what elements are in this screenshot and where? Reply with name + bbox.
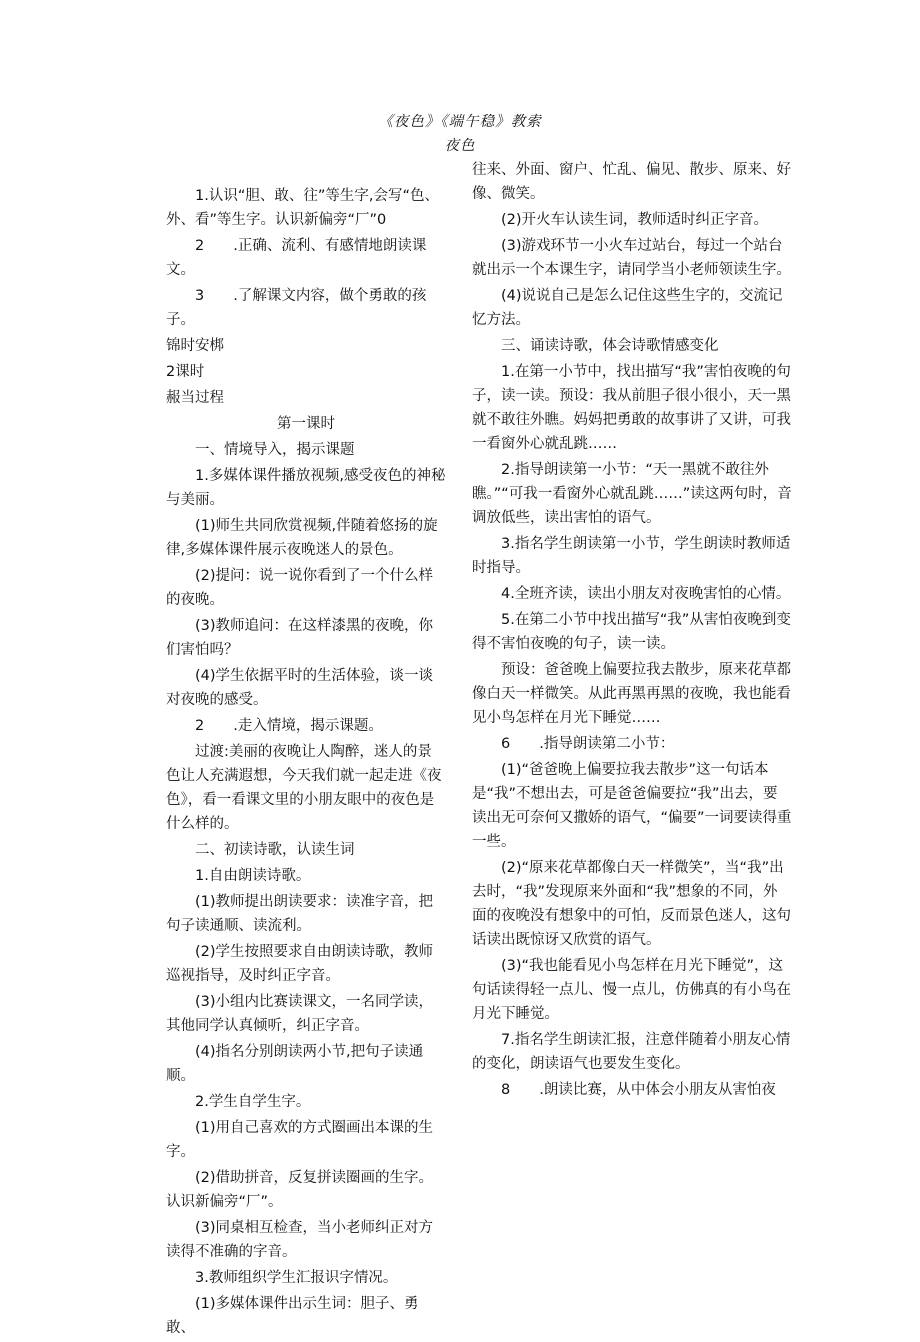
- part-heading-2: 二、初读诗歌，认读生词: [195, 842, 355, 858]
- paragraph: (2)提问：说一说你看到了一个什么样的夜晚。: [166, 568, 434, 608]
- paragraph: (3)小组内比赛读课文，一名同学读，其他同学认真倾听，纠正字音。: [166, 994, 434, 1034]
- paragraph: (4)学生依据平时的生活体验，谈一谈对夜晚的感受。: [166, 668, 434, 708]
- paragraph: (1)多媒体课件出示生词：胆子、勇敢、: [166, 1296, 419, 1336]
- paragraph: 8 .朗读比赛，从中体会小朋友从害怕夜: [501, 1082, 776, 1098]
- paragraph: (2)开火车认读生词，教师适时纠正字音。: [501, 212, 769, 228]
- section-heading-process: 赧当过程: [166, 390, 224, 406]
- paragraph: 2 .走入情境，揭示课题。: [195, 718, 383, 734]
- paragraph: 3.教师组织学生汇报识字情况。: [195, 1270, 398, 1286]
- paragraph: 6 .指导朗读第二小节：: [501, 736, 675, 752]
- paragraph: (3)“我也能看见小鸟怎样在月光下睡觉”，这句话读得轻一点儿、慢一点儿，仿佛真的有小鸟在月光下睡觉。: [472, 958, 791, 1022]
- paragraph: 过渡:美丽的夜晚让人陶醉，迷人的景色让人充满遐想，今天我们就一起走进《夜色》，看一看课文里的小朋友眼中的夜色是什么样的。: [166, 744, 442, 832]
- lesson-count: 2课时: [166, 364, 205, 380]
- objective-2: 2 .正确、流利、有感情地朗读课文。: [166, 238, 427, 278]
- objective-1: 1.认识“胆、敢、往”等生字,会写“色、外、看”等生字。认识新偏旁“厂”0: [166, 188, 439, 228]
- document-title: 《夜色》《端午稳》教索: [378, 114, 542, 130]
- part-heading-1: 一、情境导入，揭示课题: [195, 442, 355, 458]
- lesson-heading: 第一课时: [277, 416, 335, 432]
- paragraph: (3)游戏环节一小火车过站台，每过一个站台就出示一个本课生字，请同学当小老师领读生字。: [472, 238, 791, 278]
- paragraph: (1)“爸爸晚上偏要拉我去散步”这一句话本是“我”不想出去，可是爸爸偏要拉“我”出去，要读出无可奈何又撒娇的语气，“偏要”一词要读得重一些。: [472, 762, 792, 850]
- paragraph: (2)“原来花草都像白天一样微笑”，当“我”出去时，“我”发现原来外面和“我”想象的不同，外面的夜晚没有想象中的可怕，反而景色迷人，这句话读出既惊讶又欣赏的语气。: [472, 860, 791, 948]
- paragraph: (4)指名分别朗读两小节,把句子读通顺。: [166, 1044, 424, 1084]
- paragraph: 3.指名学生朗读第一小节，学生朗读时教师适时指导。: [472, 536, 791, 576]
- objective-3: 3 .了解课文内容，做个勇敢的孩子。: [166, 288, 427, 328]
- paragraph: (3)教师追问：在这样漆黑的夜晚，你们害怕吗？: [166, 618, 434, 658]
- paragraph: 1.在第一小节中，找出描写“我”害怕夜晚的句子，读一读。预设：我从前胆子很小很小，天一黑就不敢往外瞧。妈妈把勇敢的故事讲了又讲，可我一看窗外心就乱跳……: [472, 364, 791, 452]
- paragraph: (2)借助拼音，反复拼读圈画的生字。认识新偏旁“厂”。: [166, 1170, 434, 1210]
- paragraph: (1)师生共同欣赏视频,伴随着悠扬的旋律,多媒体课件展示夜晚迷人的景色。: [166, 518, 438, 558]
- paragraph: 5.在第二小节中找出描写“我”从害怕夜晚到变得不害怕夜晚的句子，读一读。: [472, 612, 791, 652]
- paragraph: 4.全班齐读，读出小朋友对夜晚害怕的心情。: [501, 586, 791, 602]
- paragraph: 1.多媒体课件播放视频,感受夜色的神秘与美丽。: [166, 468, 446, 508]
- paragraph: 7.指名学生朗读汇报，注意伴随着小朋友心情的变化，朗读语气也要发生变化。: [472, 1032, 791, 1072]
- right-column: [472, 158, 792, 1104]
- document-subtitle: 夜色: [444, 138, 476, 154]
- section-heading-schedule: 锦时安梆: [166, 338, 224, 354]
- paragraph: 2.学生自学生字。: [195, 1094, 311, 1110]
- part-heading-3: 三、诵读诗歌，体会诗歌情感变化: [501, 338, 719, 354]
- paragraph: 往来、外面、窗户、忙乱、偏见、散步、原来、好像、微笑。: [472, 162, 791, 202]
- paragraph: 1.自由朗读诗歌。: [195, 868, 311, 884]
- paragraph: (2)学生按照要求自由朗读诗歌，教师巡视指导，及时纠正字音。: [166, 944, 434, 984]
- left-column: [166, 158, 446, 1342]
- paragraph: (1)教师提出朗读要求：读准字音，把句子读通顺、读流利。: [166, 894, 434, 934]
- paragraph: 2.指导朗读第一小节：“天一黑就不敢往外瞧。”“可我一看窗外心就乱跳……”读这两句时，音调放低些，读出害怕的语气。: [472, 462, 792, 526]
- paragraph: (4)说说自己是怎么记住这些生字的，交流记忆方法。: [472, 288, 783, 328]
- paragraph: (1)用自己喜欢的方式圈画出本课的生字。: [166, 1120, 434, 1160]
- spacer-line: [166, 158, 446, 182]
- paragraph: (3)同桌相互检查，当小老师纠正对方读得不准确的字音。: [166, 1220, 434, 1260]
- paragraph: 预设：爸爸晚上偏要拉我去散步，原来花草都像白天一样微笑。从此再黑再黑的夜晚，我也能看见小鸟怎样在月光下睡觉……: [472, 662, 791, 726]
